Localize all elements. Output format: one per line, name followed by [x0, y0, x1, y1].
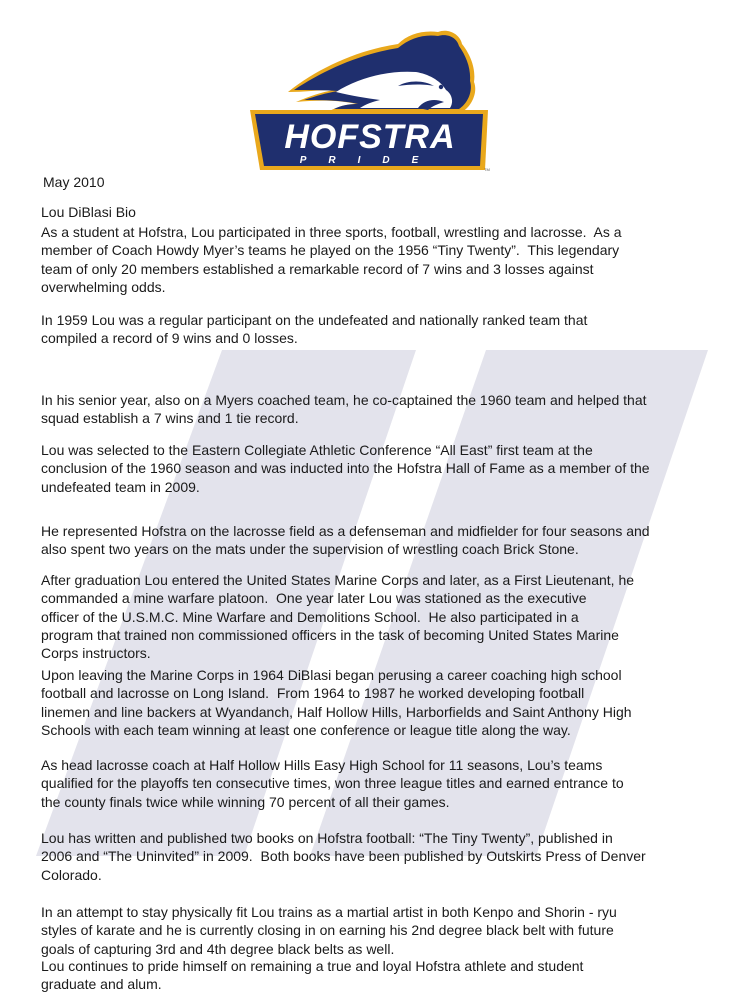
paragraph-line: commanded a mine warfare platoon. One year later Lou was stationed as the executive	[41, 590, 587, 607]
paragraph-line: In 1959 Lou was a regular participant on the undefeated and nationally ranked team that	[41, 312, 588, 328]
paragraph-line: team of only 20 members established a remarkable record of 7 wins and 3 losses against	[41, 260, 594, 277]
paragraph-line: also spent two years on the mats under the supervision of wrestling coach Brick Stone.	[41, 541, 579, 558]
paragraph-line: squad establish a 7 wins and 1 tie record.	[41, 410, 299, 427]
bio-paragraph	[41, 666, 632, 739]
paragraph-line: compiled a record of 9 wins and 0 losses.	[41, 330, 298, 347]
paragraph-line: Lou was selected to the Eastern Collegiate Athletic Conference “All East” first team at the	[41, 442, 593, 458]
paragraph-line: goals of capturing 3rd and 4th degree black belts as well.	[41, 940, 395, 957]
logo-trademark: TM	[484, 167, 490, 172]
paragraph-line: 2006 and “The Uninvited” in 2009. Both books have been published by Outskirts Press of Denver	[41, 848, 646, 865]
paragraph-line: officer of the U.S.M.C. Mine Warfare and Demolitions School. He also participated in a	[41, 608, 579, 625]
paragraph-line: linemen and line backers at Wyandanch, Half Hollow Hills, Harborfields and Saint Anthony High	[41, 703, 632, 720]
bio-paragraph	[41, 391, 647, 428]
bio-paragraph	[41, 311, 587, 348]
bio-paragraph	[41, 441, 650, 496]
paragraph-line: program that trained non commissioned officers in the task of becoming United States Marine	[41, 626, 619, 643]
bio-paragraph	[41, 903, 617, 958]
paragraph-line: Upon leaving the Marine Corps in 1964 DiBlasi began perusing a career coaching high school	[41, 667, 622, 683]
paragraph-line: styles of karate and he is currently closing in on earning his 2nd degree black belt with future	[41, 922, 614, 939]
paragraph-line: Colorado.	[41, 866, 102, 883]
document-date: May 2010	[43, 174, 105, 190]
paragraph-line: After graduation Lou entered the United States Marine Corps and later, as a First Lieutenant, he	[41, 572, 635, 588]
hofstra-pride-logo	[248, 20, 493, 172]
bio-paragraph	[41, 223, 622, 296]
paragraph-line: In an attempt to stay physically fit Lou trains as a martial artist in both Kenpo and Shorin - ryu	[41, 904, 617, 920]
paragraph-line: graduate and alum.	[41, 976, 162, 993]
bio-paragraph	[41, 957, 583, 994]
paragraph-line: the county finals twice while winning 70 percent of all their games.	[41, 793, 450, 810]
bio-paragraph	[41, 829, 646, 884]
paragraph-line: He represented Hofstra on the lacrosse field as a defenseman and midfielder for four seasons and	[41, 523, 650, 539]
paragraph-line: Corps instructors.	[41, 645, 151, 662]
bio-paragraph	[41, 571, 634, 662]
bio-paragraph	[41, 756, 624, 811]
paragraph-line: In his senior year, also on a Myers coached team, he co-captained the 1960 team and helped that	[41, 392, 647, 408]
paragraph-line: overwhelming odds.	[41, 278, 166, 295]
paragraph-line: Lou has written and published two books on Hofstra football: “The Tiny Twenty”, published in	[41, 830, 613, 846]
paragraph-line: conclusion of the 1960 season and was inducted into the Hofstra Hall of Fame as a member of the	[41, 460, 650, 477]
logo-wordmark: HOFSTRA	[284, 118, 456, 156]
logo-subtitle: PRIDE	[299, 155, 441, 166]
document-title: Lou DiBlasi Bio	[41, 204, 136, 220]
paragraph-line: As a student at Hofstra, Lou participated in three sports, football, wrestling and lacrosse. As a	[41, 224, 622, 240]
paragraph-line: Schools with each team winning at least one conference or league title along the way.	[41, 721, 571, 738]
paragraph-line: qualified for the playoffs ten consecutive times, won three league titles and earned entrance to	[41, 775, 624, 792]
paragraph-line: undefeated team in 2009.	[41, 478, 200, 495]
paragraph-line: Lou continues to pride himself on remaining a true and loyal Hofstra athlete and student	[41, 958, 584, 974]
bio-paragraph	[41, 522, 650, 559]
paragraph-line: member of Coach Howdy Myer’s teams he played on the 1956 “Tiny Twenty”. This legendary	[41, 242, 620, 259]
bison-head-icon	[288, 31, 475, 112]
paragraph-line: football and lacrosse on Long Island. From 1964 to 1987 he worked developing football	[41, 685, 585, 702]
paragraph-line: As head lacrosse coach at Half Hollow Hills Easy High School for 11 seasons, Lou’s teams	[41, 757, 603, 773]
